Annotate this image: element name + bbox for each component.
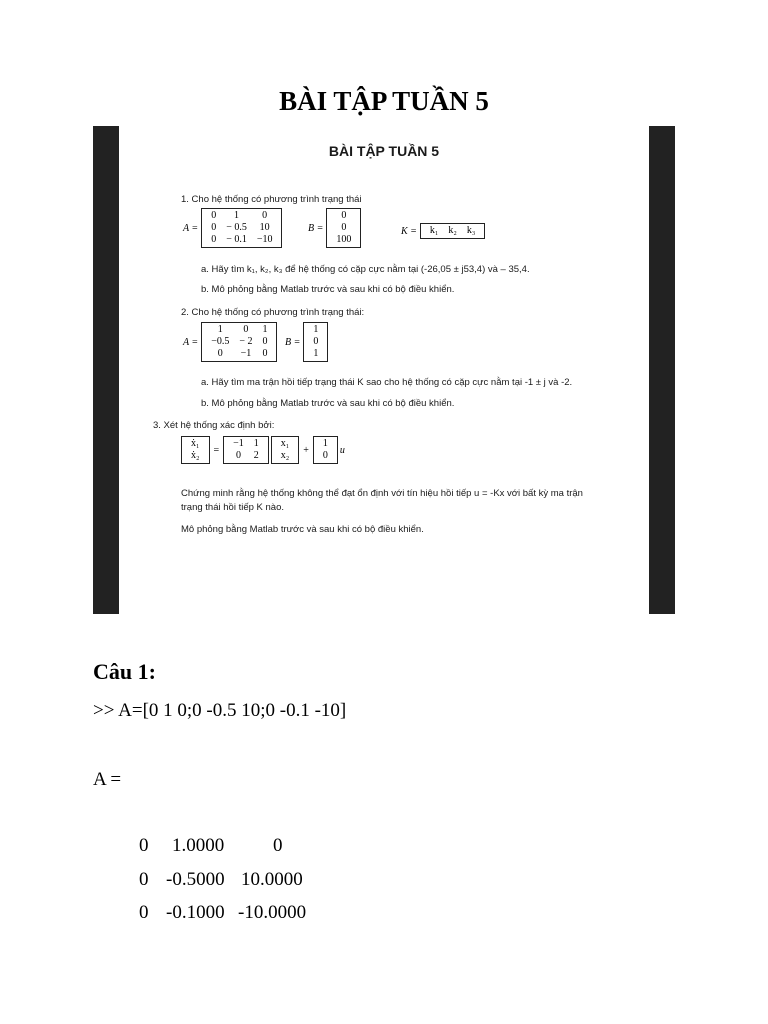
- matrix-row: [308, 336, 323, 348]
- q1-matrix-a: [183, 208, 282, 248]
- output-row-2-col-3: 10.0000: [241, 869, 303, 890]
- matrix-row: [206, 348, 272, 360]
- matrix-cell: 0: [217, 348, 223, 359]
- matrix-cell: 0: [322, 450, 328, 461]
- scan-left-border: [93, 126, 119, 614]
- matrix-row: [206, 234, 277, 246]
- matrix-row: [206, 210, 277, 222]
- q3-equals: =: [213, 444, 220, 456]
- matrix-row: [206, 336, 272, 348]
- matrix-cell: k₂: [448, 225, 457, 236]
- matrix-row: [186, 450, 205, 462]
- q3-u-bracket: [313, 436, 338, 464]
- q3-u: u: [339, 444, 345, 456]
- output-row-2-col-2: -0.5000: [166, 869, 225, 890]
- scan-title: BÀI TẬP TUẦN 5: [328, 143, 440, 159]
- q1-part-a: a. Hãy tìm k₁, k₂, k₃ để hệ thống có cặp cực nằm tại (-26,05 ± j53,4) và – 35,4.: [201, 264, 530, 275]
- matrix-cell: ẋ₁: [191, 438, 200, 449]
- q2-b-bracket: [303, 322, 328, 362]
- q3-paragraph-1: Chứng minh rằng hệ thống không thể đạt ổn định với tín hiệu hồi tiếp u = -Kx với bất kỳ ma trận: [181, 488, 583, 499]
- q2-matrix-a: [183, 322, 277, 362]
- matrix-row: [206, 222, 277, 234]
- matrix-cell: −10: [256, 234, 273, 245]
- q3-xdot-bracket: [181, 436, 210, 464]
- matrix-cell: 1: [217, 324, 223, 335]
- q3-plus: +: [303, 444, 309, 456]
- scanned-assignment-image: [93, 126, 675, 614]
- matrix-cell: 2: [253, 450, 259, 461]
- matrix-row: [228, 438, 264, 450]
- output-row-1-col-3: 0: [273, 835, 283, 856]
- matrix-row: [276, 438, 295, 450]
- matrix-row: [331, 222, 356, 234]
- q1-heading: 1. Cho hệ thống có phương trình trạng thái: [181, 194, 362, 205]
- q3-x-bracket: [271, 436, 300, 464]
- matrix-cell: x₁: [280, 438, 290, 449]
- output-row-3-col-1: 0: [139, 902, 149, 923]
- matrix-cell: − 0.5: [226, 222, 247, 233]
- matrix-row: [318, 450, 333, 462]
- section-title: Câu 1:: [93, 659, 156, 684]
- q1-matrix-k: [401, 223, 485, 239]
- q1-b-bracket: [326, 208, 361, 248]
- matrix-cell: x₂: [280, 450, 290, 461]
- q1-b-label: B =: [308, 222, 324, 234]
- q2-part-a: a. Hãy tìm ma trận hồi tiếp trạng thái K sao cho hệ thống có cặp cực nằm tại -1 ± j và -2.: [201, 377, 573, 388]
- matrix-cell: 1: [234, 210, 239, 221]
- matrix-row: [331, 234, 356, 246]
- matrix-row: [186, 438, 205, 450]
- matrix-cell: 1: [253, 438, 259, 449]
- q2-a-label: A =: [183, 336, 199, 348]
- matlab-command: >> A=[0 1 0;0 -0.5 10;0 -0.1 -10]: [93, 700, 347, 721]
- matrix-row: [276, 450, 295, 462]
- matrix-cell: 0: [235, 450, 241, 461]
- q3-heading: 3. Xét hệ thống xác định bởi:: [153, 420, 275, 431]
- matrix-cell: 0: [262, 210, 268, 221]
- scan-right-border: [649, 126, 675, 614]
- matrix-cell: 1: [322, 438, 328, 449]
- matrix-cell: k₃: [466, 225, 476, 236]
- q3-matrix-bracket: [223, 436, 269, 464]
- q3-paragraph-2: trạng thái hồi tiếp K nào.: [181, 502, 284, 513]
- q1-matrix-b: [308, 208, 361, 248]
- matrix-cell: 10: [259, 222, 270, 233]
- matrix-cell: 1: [313, 348, 319, 359]
- matrix-cell: 1: [313, 324, 319, 335]
- matrix-cell: 100: [336, 234, 352, 245]
- page-title: BÀI TẬP TUẦN 5: [279, 86, 489, 116]
- matrix-cell: 0: [211, 234, 217, 245]
- matrix-row: [228, 450, 264, 462]
- q1-k-bracket: [420, 223, 486, 239]
- matrix-cell: 1: [262, 324, 268, 335]
- output-row-2-col-1: 0: [139, 869, 149, 890]
- q2-b-label: B =: [285, 336, 301, 348]
- matrix-row: [425, 225, 481, 237]
- matrix-cell: − 0.1: [226, 234, 247, 245]
- output-row-3-col-3: -10.0000: [238, 902, 307, 923]
- matrix-cell: 0: [262, 348, 268, 359]
- matrix-cell: 0: [341, 210, 347, 221]
- q2-matrix-b: [285, 322, 328, 362]
- q3-paragraph-3: Mô phỏng bằng Matlab trước và sau khi có bộ điều khiển.: [181, 524, 424, 535]
- matrix-row: [331, 210, 356, 222]
- matrix-cell: −1: [233, 438, 244, 449]
- q1-k-label: K =: [401, 225, 417, 237]
- matrix-cell: 0: [211, 222, 217, 233]
- matrix-row: [318, 438, 333, 450]
- q2-heading: 2. Cho hệ thống có phương trình trạng thái:: [181, 307, 365, 318]
- matrix-cell: 0: [313, 336, 319, 347]
- q1-part-b: b. Mô phỏng bằng Matlab trước và sau khi có bộ điều khiển.: [201, 284, 455, 295]
- q1-a-label: A =: [183, 222, 199, 234]
- matrix-cell: k₁: [429, 225, 439, 236]
- matrix-cell: −1: [240, 348, 252, 359]
- q3-state-equation: [181, 436, 345, 464]
- matrix-cell: 0: [262, 336, 268, 347]
- q1-a-bracket: [201, 208, 282, 248]
- matrix-row: [308, 324, 323, 336]
- matrix-cell: 0: [341, 222, 347, 233]
- matrix-cell: 0: [211, 210, 217, 221]
- matrix-cell: − 2: [239, 336, 253, 347]
- q2-a-bracket: [201, 322, 277, 362]
- matrix-cell: ẋ₂: [191, 450, 200, 461]
- matlab-output-label: A =: [93, 769, 122, 790]
- output-row-3-col-2: -0.1000: [166, 902, 225, 923]
- matrix-row: [308, 348, 323, 360]
- matrix-row: [206, 324, 272, 336]
- matrix-cell: −0.5: [211, 336, 230, 347]
- output-row-1-col-2: 1.0000: [172, 835, 225, 856]
- matrix-cell: 0: [243, 324, 249, 335]
- output-row-1-col-1: 0: [139, 835, 149, 856]
- q2-part-b: b. Mô phỏng bằng Matlab trước và sau khi có bộ điều khiển.: [201, 398, 455, 409]
